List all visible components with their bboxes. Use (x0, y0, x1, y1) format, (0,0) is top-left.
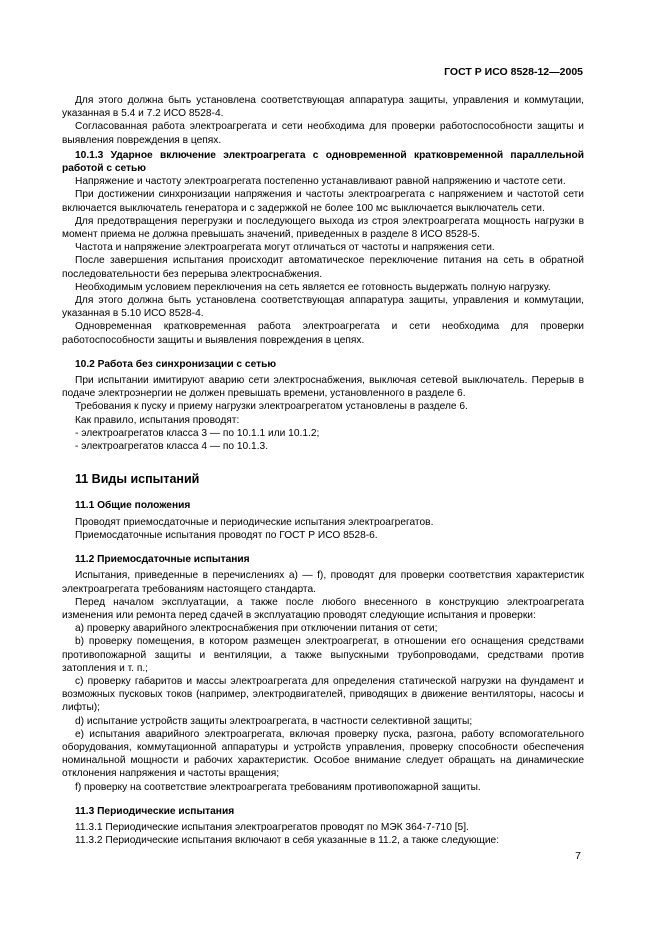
section-heading: 10.1.3 Ударное включение электроагрегата с одновременной кратковременной параллельной работой с сетью (62, 149, 584, 175)
document-body (62, 94, 584, 847)
section-heading: 11.2 Приемосдаточные испытания (75, 554, 250, 566)
paragraph: Для предотвращения перегрузки и последующего выхода из строя электроагрегата мощность нагрузки в момент приема не должна превышать значений, приведенных в разделе 8 ИСО 8528-5. (62, 215, 584, 241)
paragraph: Для этого должна быть установлена соответствующая аппаратура защиты, управления и коммутации, указанная в 5.10 ИСО 8528-4. (62, 295, 584, 320)
paragraph: b) проверку помещения, в котором размещен электроагрегат, в отношении его оснащения средствами противопожарной защиты и вентиляции, а также выпускными трубопроводами, средствами против затопления и т. п.; (62, 636, 584, 674)
paragraph: 11.3.2 Периодические испытания включают в себя указанные в 11.2, а также следующие: (75, 835, 500, 847)
paragraph: При достижении синхронизации напряжения и частоты электроагрегата с напряжением и частотой сети включается выключатель генератора и с задержкой не более 100 мс выключается выключатель сети. (62, 189, 584, 214)
paragraph: Проводят приемосдаточные и периодические испытания электроагрегатов. (75, 516, 434, 528)
paragraph: - электроагрегатов класса 3 — по 10.1.1 или 10.1.2; (75, 427, 320, 439)
paragraph: - электроагрегатов класса 4 — по 10.1.3. (75, 441, 269, 453)
paragraph: Частота и напряжение электроагрегата могут отличаться от частоты и напряжения сети. (75, 242, 495, 254)
section-heading: 10.2 Работа без синхронизации с сетью (75, 358, 277, 370)
paragraph: 11.3.1 Периодические испытания электроагрегатов проводят по МЭК 364-7-710 [5]. (75, 821, 469, 833)
paragraph: e) испытания аварийного электроагрегата, включая проверку пуска, разгона, работу вспомогательного оборудования, коммутационной аппаратуры и устройств управления, проверку способности обеспечения номинальной мощности и рабочих характеристик. Особое внимание следует обращать на динамические отклонения напряжения и частоты вращения; (62, 728, 584, 780)
paragraph: Перед началом эксплуатации, а также после любого внесенного в конструкцию электроагрегата изменения или ремонта перед сдачей в эксплуатацию проводят следующие испытания и проверки: (62, 596, 584, 621)
paragraph: а) проверку аварийного электроснабжения при отключении питания от сети; (75, 623, 438, 635)
section-heading: 11.3 Периодические испытания (75, 805, 235, 817)
paragraph: Для этого должна быть установлена соответствующая аппаратура защиты, управления и коммутации, указанная в 5.4 и 7.2 ИСО 8528-4. (62, 95, 584, 120)
paragraph: Приемосдаточные испытания проводят по ГОСТ Р ИСО 8528-6. (75, 529, 378, 541)
document-header: ГОСТ Р ИСО 8528-12—2005 (444, 66, 583, 78)
page-number: 7 (575, 850, 581, 862)
paragraph: Одновременная кратковременная работа электроагрегата и сети необходима для проверки работоспособности защиты и выявления повреждения в цепях. (62, 321, 584, 346)
paragraph: Требования к пуску и приему нагрузки электроагрегатом установлены в разделе 6. (75, 401, 468, 413)
paragraph: При испытании имитируют аварию сети электроснабжения, выключая сетевой выключатель. Перерыв в подаче электроэнергии не должен превышать времени, установленного в разделе 6. (62, 375, 584, 400)
section-heading: 11.1 Общие положения (75, 500, 191, 512)
paragraph: f) проверку на соответствие электроагрегата требованиям противопожарной защиты. (75, 781, 481, 793)
paragraph: с) проверку габаритов и массы электроагрегата для определения статической нагрузки на фундамент и возможных пусковых токов (например, электродвигателей, приводящих в движение вентиляторы, насосы и лифты); (62, 675, 584, 714)
paragraph: Испытания, приведенные в перечислениях а) — f), проводят для проверки соответствия характеристик электроагрегата требованиям настоящего стандарта. (62, 570, 584, 595)
paragraph: После завершения испытания происходит автоматическое переключение питания на сеть в обратной последовательности без перерыва электроснабжения. (62, 255, 584, 280)
paragraph: Напряжение и частоту электроагрегата постепенно устанавливают равной напряжению и частоте сети. (75, 176, 566, 188)
paragraph: Согласованная работа электроагрегата и сети необходима для проверки работоспособности защиты и выявления повреждения в цепях. (62, 121, 584, 146)
paragraph: Как правило, испытания проводят: (75, 414, 240, 426)
section-heading: 11 Виды испытаний (75, 472, 200, 487)
paragraph: d) испытание устройств защиты электроагрегата, в частности селективной защиты; (75, 715, 473, 727)
paragraph: Необходимым условием переключения на сеть является ее готовность выдержать полную нагрузку. (75, 281, 551, 293)
